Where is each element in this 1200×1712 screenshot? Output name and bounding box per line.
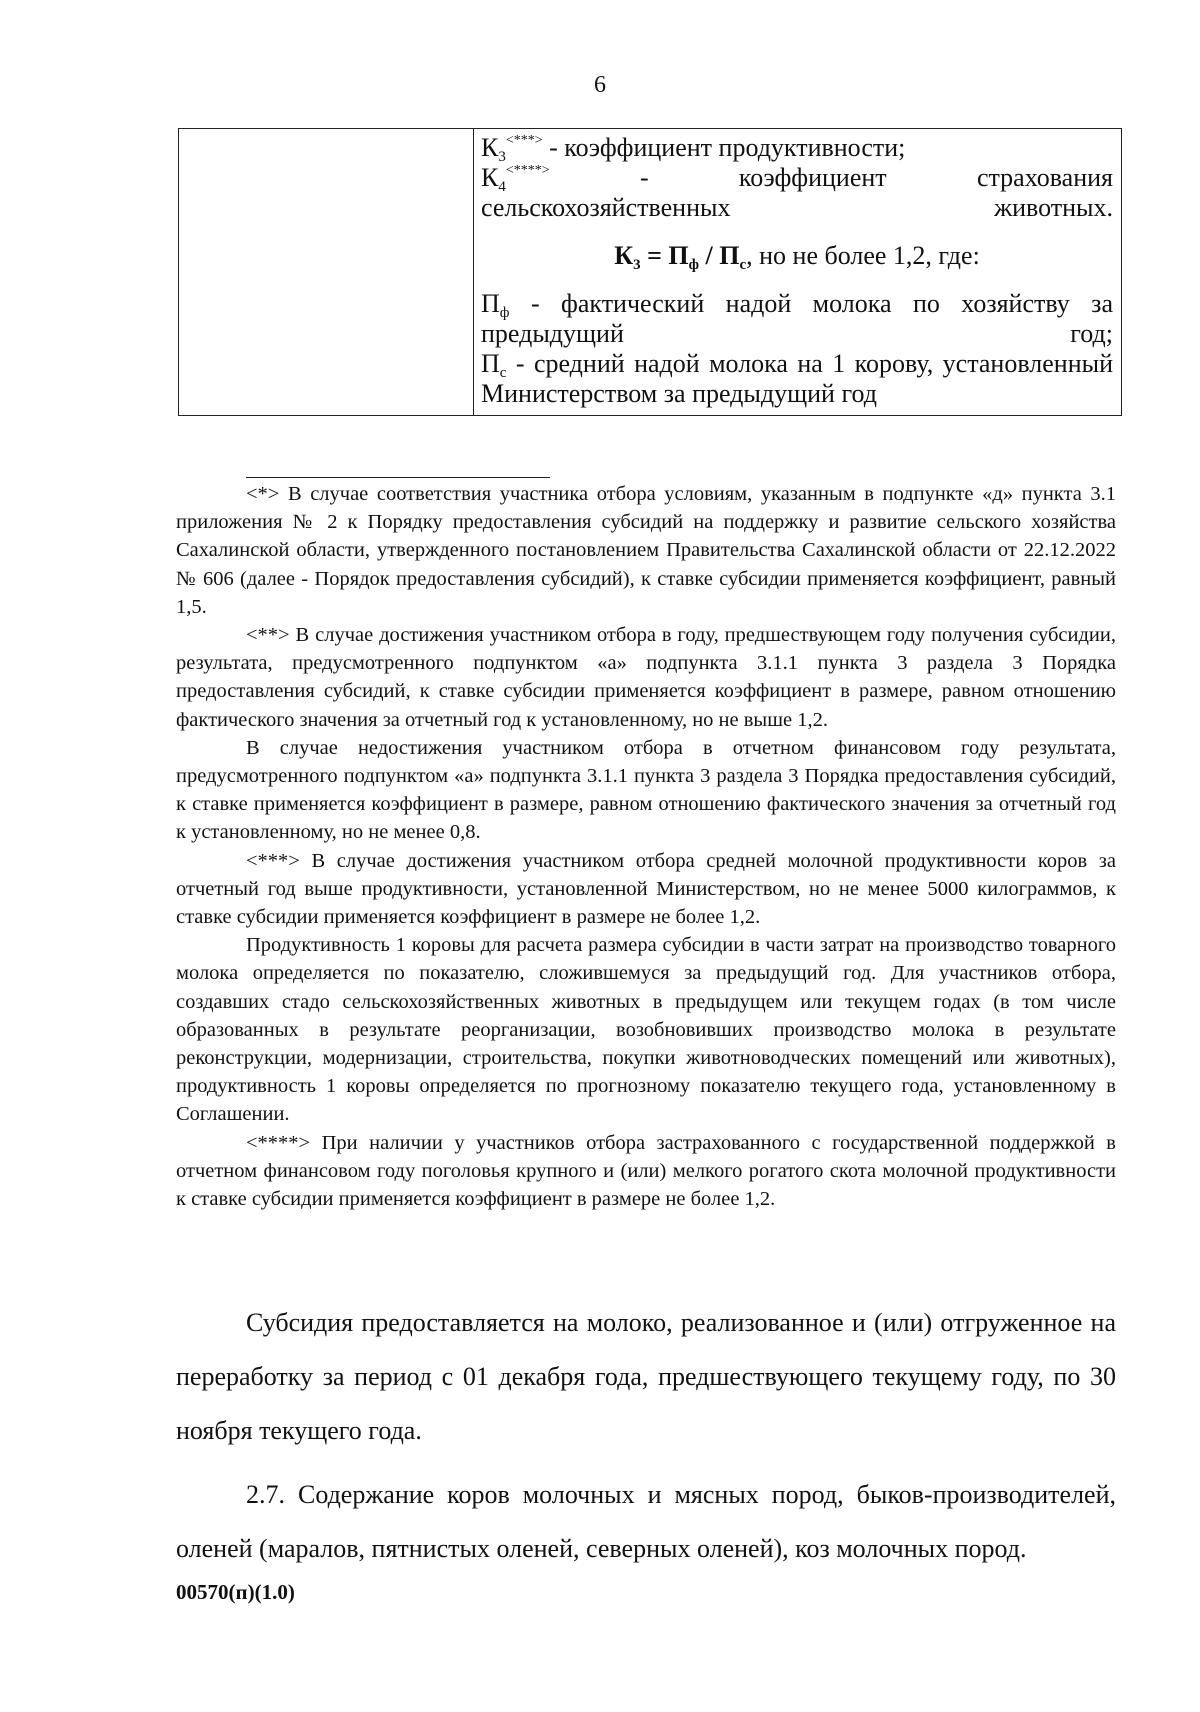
footnote-4: <****> При наличии у участников отбора застрахованного с государственной поддержкой в отчетном финансовом году поголовья крупного и (или) мелкого рогатого скота молочной продуктивности к ставке субсидии применяется коэффициент в размере не более 1,2. bbox=[176, 1131, 1116, 1211]
footnote-2-continued: В случае недостижения участником отбора в отчетном финансовом году результата, предусмотренного подпунктом «а» подпункта 3.1.1 пункта 3 раздела 3 Порядка предоставления субсидий, к ставке применяется коэффициент в размере, равном отношению фактического значения за отчетный год к установленному, но не менее 0,8. bbox=[176, 736, 1116, 844]
k3-formula: $К_3 = П_ф / П_с$, но не более 1,2, где: bbox=[614, 241, 980, 273]
footnotes bbox=[176, 480, 1116, 1213]
k3-definition: $К_3^{<***>}$ - коэффициент продуктивности; bbox=[481, 133, 906, 165]
document-code: 00570(п)(1.0) bbox=[176, 1580, 295, 1604]
paragraph-subsidy: Субсидия предоставляется на молоко, реализованное и (или) отгруженное на переработку за период с 01 декабря года, предшествующего текущему году, по 30 ноября текущего года. bbox=[176, 1308, 1116, 1445]
footnote-3-continued: Продуктивность 1 коровы для расчета размера субсидии в части затрат на производство товарного молока определяется по показателю, сложившемуся за предыдущий год. Для участников отбора, создавших стадо сельскохозяйственных животных в предыдущем или текущем годах (в том числе образованных в результате реорганизации, возобновивших производство молока в результате реконструкции, модернизации, строительства, покупки животноводческих помещений или животных), продуктивность 1 коровы определяется по прогнозному показателю текущего года, установленному в Соглашении. bbox=[176, 934, 1116, 1126]
main-text bbox=[176, 1296, 1116, 1576]
footnote-separator bbox=[246, 477, 550, 478]
page-number: 6 bbox=[594, 72, 606, 98]
k4-definition: $К_4^{<****>}$ - коэффициент страхования сельскохозяйственных животных. bbox=[481, 163, 1113, 222]
pf-definition: $П_ф$ - фактический надой молока по хозяйству за предыдущий год; bbox=[481, 289, 1113, 348]
footnote-2: <**> В случае достижения участником отбора в году, предшествующем году получения субсидии, результата, предусмотренного подпунктом «а» подпункта 3.1.1 пункта 3 раздела 3 Порядка предоставления субсидий, к ставке субсидии применяется коэффициент в размере, равном отношению фактического значения за отчетный год к установленному, но не выше 1,2. bbox=[176, 624, 1116, 731]
footnote-1: <*> В случае соответствия участника отбора условиям, указанным в подпункте «д» пункта 3.1 приложения № 2 к Порядку предоставления субсидий на поддержку и развитие сельского хозяйства Сахалинской области, утвержденного постановлением Правительства Сахалинской области от 22.12.2022 № 606 (далее - Порядок предоставления субсидий), к ставке субсидии применяется коэффициент, равный 1,5. bbox=[176, 483, 1116, 618]
pc-definition: $П_с$ - средний надой молока на 1 корову, установленный Министерством за предыдущий год bbox=[481, 349, 1113, 408]
footnote-3: <***> В случае достижения участником отбора средней молочной продуктивности коров за отчетный год выше продуктивности, установленной Министерством, но не менее 5000 килограммов, к ставке субсидии применяется коэффициент в размере не более 1,2. bbox=[176, 849, 1116, 929]
table-definitions-cell bbox=[474, 129, 1122, 416]
coefficient-table bbox=[178, 128, 1122, 416]
table-empty-cell bbox=[179, 129, 474, 416]
paragraph-2-7: 2.7. Содержание коров молочных и мясных пород, быков-производителей, оленей (маралов, пятнистых оленей, северных оленей), коз молочных пород. bbox=[176, 1480, 1116, 1563]
